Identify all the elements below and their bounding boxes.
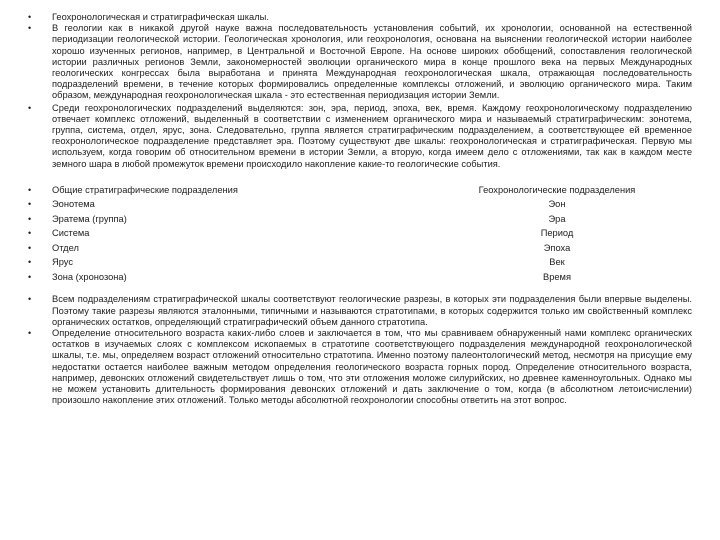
table-cell-right: Эон <box>548 199 566 210</box>
list-item <box>28 12 692 23</box>
table-row <box>28 226 692 241</box>
list-item <box>28 103 692 170</box>
bullet: • <box>28 327 32 338</box>
bullet: • <box>28 102 32 113</box>
table-cell-right: Век <box>549 257 565 268</box>
table-cell-left: Система <box>52 228 90 239</box>
table-header-row <box>28 183 692 198</box>
table-cell-left: Зона (хронозона) <box>52 271 127 282</box>
table-cell-left: Отдел <box>52 242 79 253</box>
subdivision-table <box>28 183 692 285</box>
bullet: • <box>28 257 32 268</box>
bullet: • <box>28 228 32 239</box>
bullet: • <box>28 23 32 34</box>
table-cell-left: Эонотема <box>52 199 95 210</box>
table-row <box>28 212 692 227</box>
table-cell-right: Период <box>540 228 574 239</box>
bullet: • <box>28 213 32 224</box>
table-row <box>28 241 692 256</box>
bullet: • <box>28 12 32 22</box>
bullet: • <box>28 184 32 195</box>
list-item <box>28 294 692 328</box>
bullet: • <box>28 199 32 210</box>
paragraph-subdivisions: Среди геохронологических подразделений выделяются: зон, эра, период, эпоха, век, время. Каждому геохронологическому подразделению отвечает комплекс отложений, выделенный в соответствии с изменением органического мира и называемый стратиграфическим: зонотема, группа, система, отдел, ярус, зона. Следовательно, группа является стратиграфическим подразделением, а соответствующее ей временное геохронологическое подразделение представляет эра. Поэтому существуют две шкалы: геохронологическая и стратиграфическая. Первую мы используем, когда говорим об относительном времени в истории Земли, а вторую, когда имеем дело с отложениями, так как в каждом месте земного шара в любой промежуток времени происходило накопление какие-то геологические события. <box>52 102 692 169</box>
table-cell-right: Эра <box>548 213 566 224</box>
list-item <box>28 328 692 406</box>
table-header-left: Общие стратиграфические подразделения <box>52 184 238 195</box>
bullet: • <box>28 294 32 305</box>
list-item <box>28 23 692 101</box>
table-cell-right: Эпоха <box>543 242 571 253</box>
paragraph-stratotypes: Всем подразделениям стратиграфической шкалы соответствуют геологические разрезы, в которых эти подразделения были впервые выделены. Поэтому такие разрезы являются эталонными, типичными и называются стратотипами, в которых содержится только им свойственный комплекс органических остатков, определяющий стратиграфический объем данного стратотипа. <box>52 294 692 327</box>
heading-paragraph: Геохронологическая и стратиграфическая шкалы. <box>52 12 269 22</box>
table-header-right: Геохронологические подразделения <box>478 184 636 195</box>
table-row <box>28 270 692 285</box>
table-cell-left: Эратема (группа) <box>52 213 127 224</box>
table-row <box>28 255 692 270</box>
table-cell-left: Ярус <box>52 257 73 268</box>
bullet: • <box>28 242 32 253</box>
table-row <box>28 197 692 212</box>
table-cell-right: Время <box>543 271 571 282</box>
paragraph-geochronology: В геологии как в никакой другой науке важна последовательность установления событий, их хронологии, основанной на естественной периодизации геологической истории. Геологическая хронология, или геохронология, основана на выяснении геологической истории наиболее хорошо изученных регионов, например, в Центральной и Восточной Европе. На основе широких обобщений, сопоставления геологической истории различных регионов Земли, закономерностей эволюции органического мира в конце прошлого века на первых Международных геологических конгрессах была выработана и принята Международная геохронологическая шкала, отражающая последовательность подразделений времени, в течение которых формировались определенные комплексы отложений, и эволюцию органического мира. Таким образом, международная геохронологическая шкала - это естественная периодизация истории Земли. <box>52 23 692 101</box>
bullet: • <box>28 271 32 282</box>
paragraph-relative-age: Определение относительного возраста каких-либо слоев и заключается в том, что мы сравниваем обнаруженный нами комплекс органических остатков в изучаемых слоях с комплексом ископаемых в стратотипе соответствующего подразделения международной геохронологической шкалы, т.е. мы, определяем возраст отложений относительно стратотипа. Именно поэтому палеонтологический метод, несмотря на присущие ему недостатки остается наиболее важным методом определения геологического возраста горных пород. Определение относительного возраста, например, девонских отложений свидетельствует лишь о том, что эти отложения моложе силурийских, но древнее каменноугольных. Однако мы не можем установить длительность формирования девонских отложений и дать заключение о том, когда (в абсолютном летоисчислении) произошло накопление этих отложений. Только методы абсолютной геохронологии способны ответить на этот вопрос. <box>52 327 692 406</box>
